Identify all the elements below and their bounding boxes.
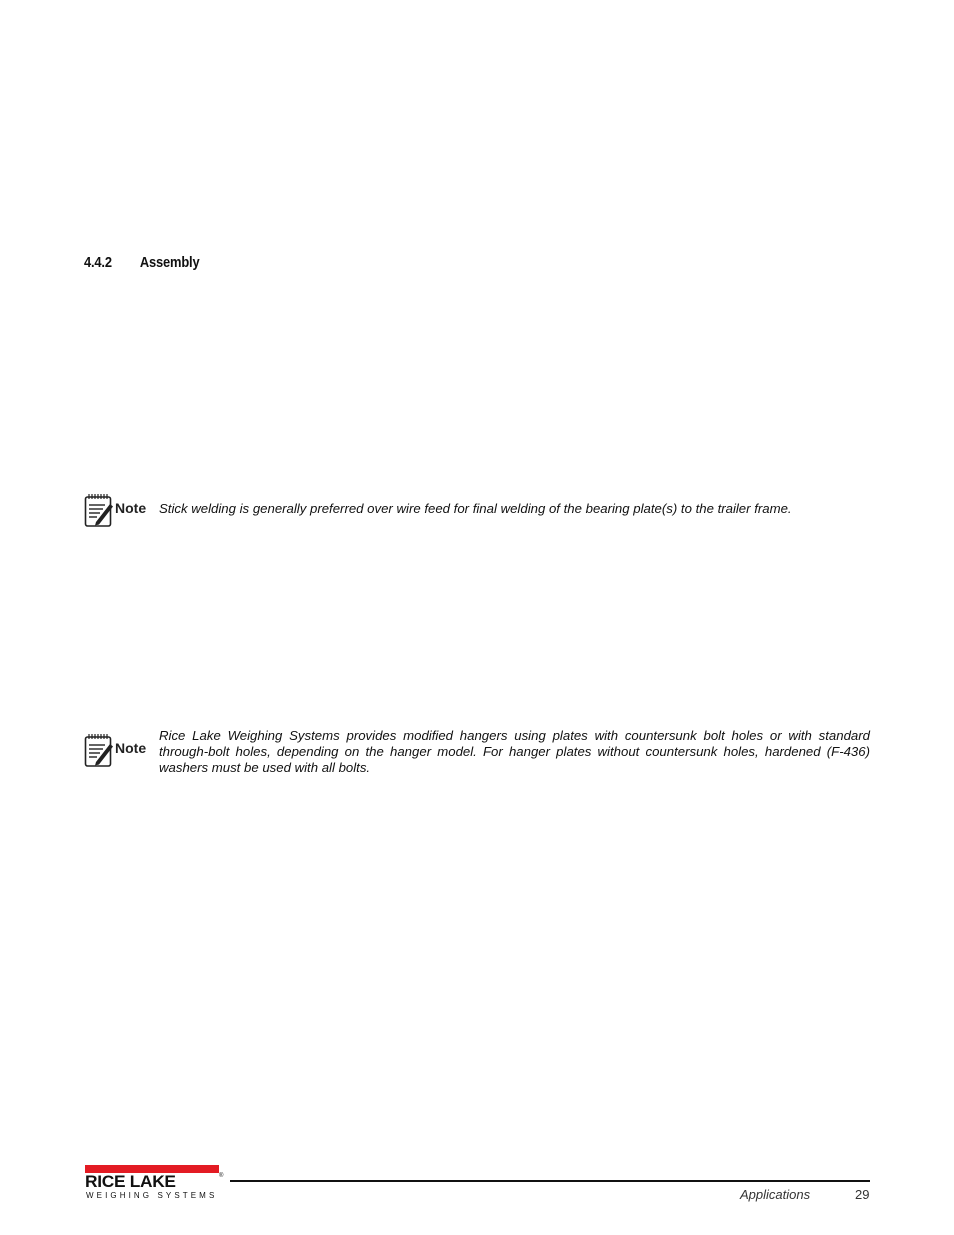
note-text: Rice Lake Weighing Systems provides modified hangers using plates with countersunk bolt holes or with standard through-bolt holes, depending on the hanger model. For hanger plates without countersunk holes, hardened (F-436) washers must be used with all bolts.: [159, 728, 870, 775]
logo-registered-mark: ®: [219, 1173, 224, 1179]
section-title: Assembly: [139, 254, 200, 271]
section-heading: [84, 254, 199, 271]
footer-section-name: Applications: [740, 1187, 811, 1202]
note-text: Stick welding is generally preferred over wire feed for final welding of the bearing plate(s) to the trailer frame.: [159, 501, 792, 516]
note-label: Note: [115, 500, 147, 516]
footer-rule: [230, 1180, 870, 1182]
note-label: Note: [115, 740, 147, 756]
section-number: 4.4.2: [84, 254, 112, 271]
rice-lake-logo: [85, 1165, 224, 1201]
page-number: 29: [855, 1187, 870, 1202]
logo-tagline: WEIGHING SYSTEMS: [86, 1191, 218, 1200]
logo-wordmark: RICE LAKE: [85, 1172, 176, 1191]
